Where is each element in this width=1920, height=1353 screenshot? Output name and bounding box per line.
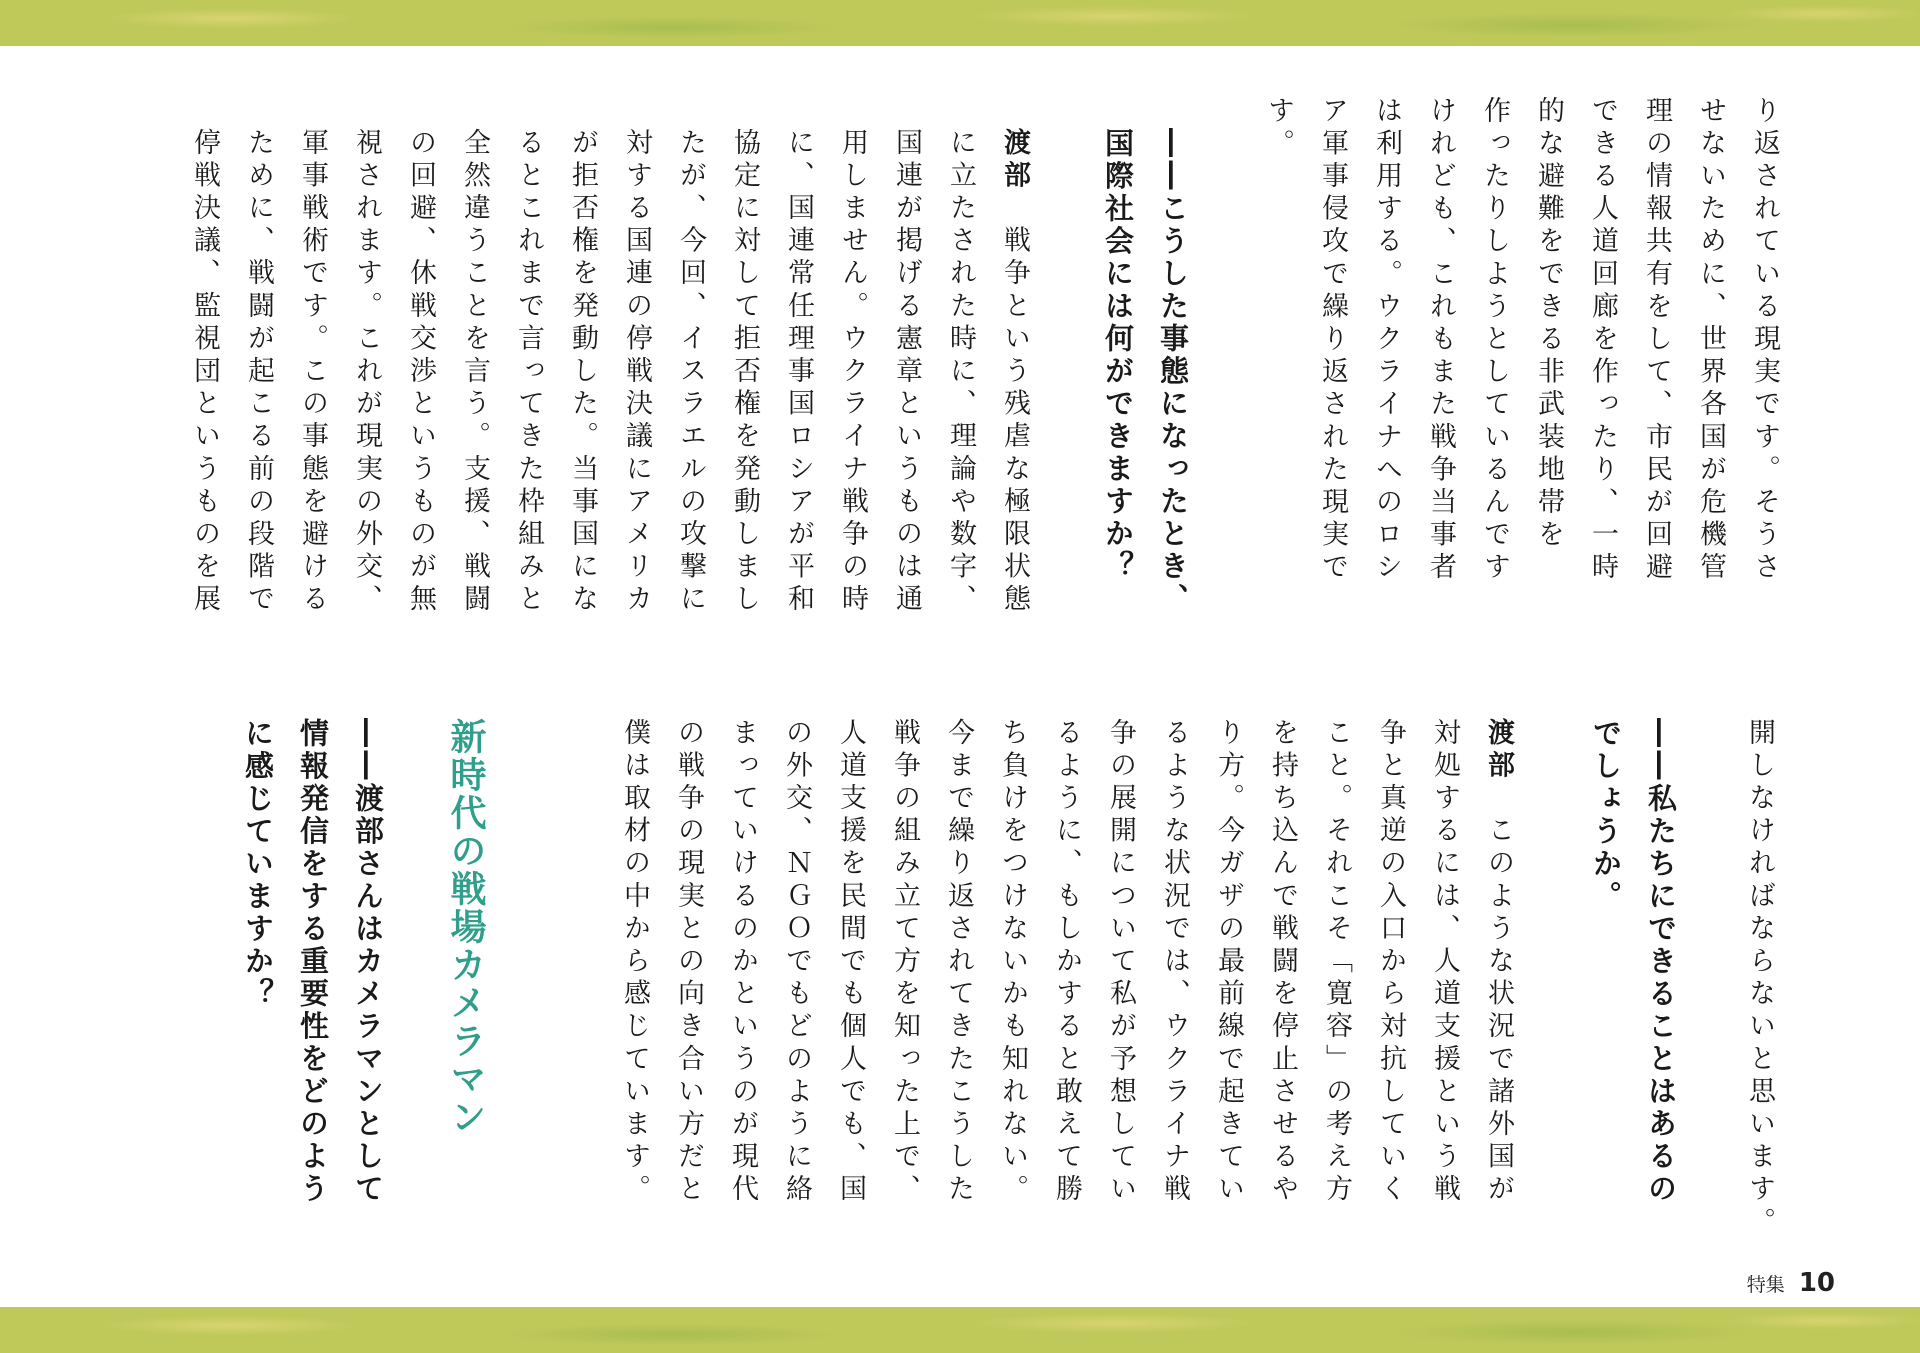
text-line: 戦争の組み立て方を知った上で、 [889, 718, 920, 1207]
question-line: に感じていますか？ [241, 718, 275, 1011]
speaker-name: 渡部 [999, 128, 1030, 194]
text-line: す。 [1263, 96, 1294, 162]
text-line: まっていけるのかというのが現代 [727, 718, 758, 1207]
text-line: の外交、ＮＧＯでもどのように絡 [781, 718, 812, 1207]
page-number: 10 [1798, 1268, 1835, 1298]
text-line: に、国連常任理事国ロシアが平和 [783, 128, 814, 617]
text-line: 開しなければならないと思います。 [1744, 718, 1775, 1240]
answer-first-line: 戦争という残虐な極限状態 [999, 193, 1030, 618]
text-line: り方。今ガザの最前線で起きてい [1213, 718, 1244, 1207]
text-line: 軍事戦術です。この事態を避ける [297, 128, 328, 617]
question-line: ――こうした事態になったとき、 [1156, 128, 1190, 616]
text-line: 争と真逆の入口から対抗していく [1375, 718, 1406, 1207]
text-line [1471, 718, 1525, 1207]
text-line: たが、今回、イスラエルの攻撃に [675, 128, 706, 617]
text-line: 停戦決議、監視団というものを展 [189, 128, 220, 617]
top-decorative-band [0, 0, 1920, 46]
text-line: の戦争の現実との向き合い方だと [673, 718, 704, 1207]
speaker-name: 渡部 [1483, 718, 1514, 784]
text-line: ために、戦闘が起こる前の段階で [243, 128, 274, 617]
body-text-bottom-middle [607, 718, 1525, 1207]
text-line: 争の展開について私が予想してい [1105, 718, 1136, 1207]
body-text-top-right [1251, 96, 1791, 585]
section-heading: 新時代の戦場カメラマン [445, 718, 487, 1136]
text-line: できる人道回廊を作ったり、一時 [1587, 96, 1618, 585]
text-line: ち負けをつけないかも知れない。 [997, 718, 1028, 1207]
text-line: を持ち込んで戦闘を停止させるや [1267, 718, 1298, 1207]
text-line: るとこれまで言ってきた枠組みと [513, 128, 544, 617]
body-text-bottom-right [1732, 718, 1786, 1240]
text-line: るように、もしかすると敢えて勝 [1051, 718, 1082, 1207]
text-line: こと。それこそ「寛容」の考え方 [1321, 718, 1352, 1207]
text-line: 僕は取材の中から感じています。 [619, 718, 650, 1207]
text-line: 国連が掲げる憲章というものは通 [891, 128, 922, 617]
page-footer [1747, 1268, 1835, 1298]
text-line: 作ったりしようとしているんです [1479, 96, 1510, 585]
question-line: ――渡部さんはカメラマンとして [351, 718, 385, 1206]
text-line: 用しません。ウクライナ戦争の時 [837, 128, 868, 617]
body-text-top-left [177, 128, 1041, 617]
text-line: 対処するには、人道支援という戦 [1429, 718, 1460, 1207]
interviewer-question-what-can-we-do [1578, 718, 1688, 1206]
text-line: は利用する。ウクライナへのロシ [1371, 96, 1402, 585]
text-line: 全然違うことを言う。支援、戦闘 [459, 128, 490, 617]
section-label: 特集 [1746, 1274, 1785, 1296]
text-line: せないために、世界各国が危機管 [1695, 96, 1726, 585]
text-line: 対する国連の停戦決議にアメリカ [621, 128, 652, 617]
text-line [987, 128, 1041, 617]
answer-first-line: このような状況で諸外国が [1483, 783, 1514, 1208]
question-line: 情報発信をする重要性をどのよう [296, 718, 330, 1206]
interviewer-question-information-sharing [230, 718, 395, 1206]
bottom-decorative-band [0, 1307, 1920, 1353]
text-line: 的な避難をできる非武装地帯を [1533, 96, 1564, 553]
question-line: でしょうか。 [1589, 718, 1623, 913]
text-line: けれども、これもまた戦争当事者 [1425, 96, 1456, 585]
text-line: り返されている現実です。そうさ [1749, 96, 1780, 585]
text-line: 今まで繰り返されてきたこうした [943, 718, 974, 1207]
text-line: 人道支援を民間でも個人でも、国 [835, 718, 866, 1207]
text-line: に立たされた時に、理論や数字、 [945, 128, 976, 617]
text-line: 協定に対して拒否権を発動しまし [729, 128, 760, 617]
question-line: 国際社会には何ができますか？ [1101, 128, 1135, 583]
interviewer-question-international-society [1090, 128, 1200, 616]
text-line: が拒否権を発動した。当事国にな [567, 128, 598, 617]
text-line: 視されます。これが現実の外交、 [351, 128, 382, 617]
text-line: るような状況では、ウクライナ戦 [1159, 718, 1190, 1207]
text-line: の回避、休戦交渉というものが無 [405, 128, 436, 617]
text-line: ア軍事侵攻で繰り返された現実で [1317, 96, 1348, 585]
text-line: 理の情報共有をして、市民が回避 [1641, 96, 1672, 585]
question-line: ――私たちにできることはあるの [1644, 718, 1678, 1206]
